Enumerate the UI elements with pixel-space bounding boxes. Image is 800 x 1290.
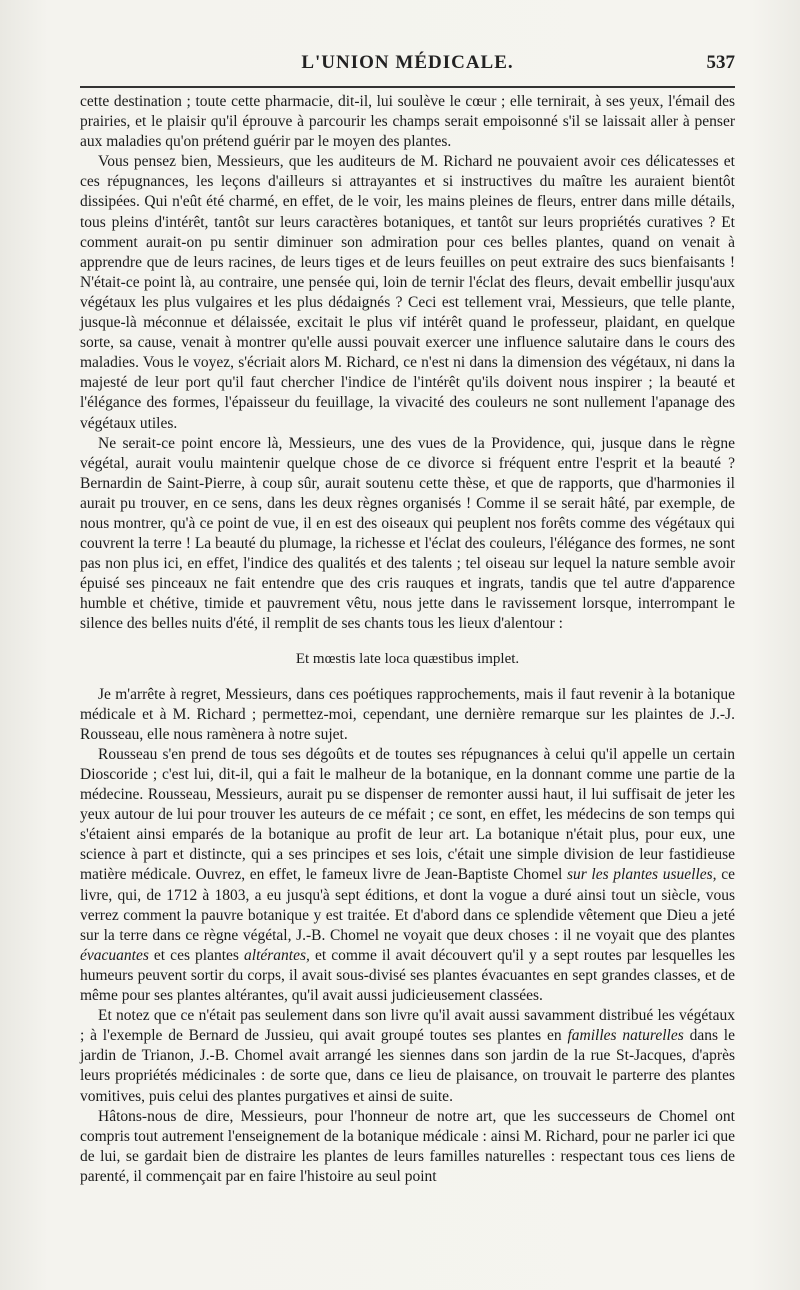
running-header: [80, 48, 735, 82]
term-alterantes: altérantes,: [244, 946, 310, 964]
paragraph-2: Vous pensez bien, Messieurs, que les auditeurs de M. Richard ne pouvaient avoir ces délicatesses et ces répugnances, les leçons d'ailleurs si attrayantes et si instructives du maître les auraient bientôt dissipées. Qui n'eût été charmé, en effet, de le voir, les mains pleines de fleurs, entrer dans mille détails, tous pleins d'intérêt, tantôt sur leurs caractères botaniques, et tantôt sur leurs propriétés curatives ? Et comment aurait-on pu sentir diminuer son admiration pour ces belles plantes, quand on venait à apprendre que de leurs racines, de leurs tiges et de leurs feuilles on peut extraire des sucs bienfaisants ! N'était-ce point là, au contraire, une pensée qui, loin de ternir l'éclat des fleurs, devait embellir jusqu'aux végétaux les plus vulgaires et les plus dédaignés ? Ceci est tellement vrai, Messieurs, que telle plante, jusque-là méconnue et délaissée, excitait le plus vif intérêt quand le professeur, plaidant, en quelque sorte, sa cause, venait à montrer qu'elle aussi pouvait exercer une influence salutaire dans le cours des maladies. Vous le voyez, s'écriait alors M. Richard, ce n'est ni dans la dimension des végétaux, ni dans la majesté de leur port qu'il faut chercher l'indice de l'intérêt qu'ils doivent nous inspirer ; la beauté et l'élégance des formes, l'épaisseur du feuillage, la vivacité des couleurs ne sont nullement l'apanage des végétaux utiles.: [80, 153, 735, 432]
paragraph-5-text-4: et comme il avait découvert qu'il y a sept routes par lesquelles les humeurs peuvent sortir du corps, il avait sous-divisé ses plantes évacuantes en sept grandes classes, et de même pour ses plantes altérantes, qu'il avait aussi judicieusement classées.: [80, 946, 735, 1005]
page-number: 537: [706, 52, 735, 73]
term-evacuantes: évacuantes: [80, 946, 149, 964]
paragraph-5-text-3: et ces plantes: [148, 946, 245, 964]
paragraph-6-text-2: dans le jardin de Trianon, J.-B. Chomel avait arrangé les siennes dans son jardin de la rue St-Jacques, d'après leurs propriétés médicinales : de sorte que, dans ce lieu de plaisance, on trouvait le parterre des plantes vomitives, puis celui des plantes purgatives et ainsi de suite.: [80, 1027, 735, 1105]
paragraph-6-text-1: Et notez que ce n'était pas seulement dans son livre qu'il avait aussi savamment distribué les végétaux ; à l'exemple de Bernard de Jussieu, qui avait groupé toutes ses plantes en: [80, 1007, 735, 1045]
paragraph-6: [80, 1006, 735, 1106]
paragraph-4: Je m'arrête à regret, Messieurs, dans ces poétiques rapprochements, mais il faut revenir à la botanique médicale et à M. Richard ; permettez-moi, cependant, une dernière remarque sur les plaintes de J.-J. Rousseau, elle nous ramènera à notre sujet.: [80, 685, 735, 743]
paragraph-7: Hâtons-nous de dire, Messieurs, pour l'honneur de notre art, que les successeurs de Chomel ont compris tout autrement l'enseignement de la botanique médicale : ainsi M. Richard, pour ne parler ici que de lui, se gardait bien de distraire les plantes de leurs familles naturelles : respectant tous ces liens de parenté, il commençait par en faire l'histoire au seul point: [80, 1107, 735, 1185]
paragraph-5-text-2: ce livre, qui, de 1712 à 1803, a eu jusqu'à sept éditions, et dont la vogue a duré ainsi tout un siècle, vous verrez comment la pauvre botanique y est traitée. Et d'abord dans ce splendide vêtement que Dieu a jeté sur la terre dans ce règne végétal, J.-B. Chomel ne voyait que deux choses : il ne voyait que des plantes: [80, 866, 735, 944]
header-rule: [80, 86, 735, 88]
latin-quotation: Et mœstis late loca quæstibus implet.: [295, 650, 520, 667]
paragraph-1: cette destination ; toute cette pharmacie, dit-il, lui soulève le cœur ; elle ternirait, à ses yeux, l'émail des prairies, et le plaisir qu'il éprouve à parcourir les champs serait empoisonné s'il se laissait aller à penser aux maladies qu'on prétend guérir par le moyen des plantes.: [80, 93, 735, 151]
term-familles-naturelles: familles naturelles: [567, 1027, 684, 1045]
paragraph-5: [80, 745, 735, 1006]
paragraph-5-text-1: Rousseau s'en prend de tous ses dégoûts et de toutes ses répugnances à celui qu'il appelle un certain Dioscoride ; c'est lui, dit-il, qui a fait le malheur de la botanique, en la donnant comme une partie de la médecine. Rousseau, Messieurs, aurait pu se dispenser de remonter aussi haut, il lui suffisait de jeter les yeux autour de lui pour trouver les auteurs de ce méfait ; ce sont, en effet, les médecins de son temps qui s'étaient ainsi emparés de la botanique au profit de leur art. La botanique n'était plus, pour eux, une science à part et distincte, qui a ses principes et ses lois, c'était une simple division de leur fastidieuse matière médicale. Ouvrez, en effet, le fameux livre de Jean-Baptiste Chomel: [80, 745, 735, 884]
paragraph-3: Ne serait-ce point encore là, Messieurs, une des vues de la Providence, qui, jusque dans le règne végétal, aurait voulu maintenir quelque chose de ce divorce si fréquent entre l'esprit et la beauté ? Bernardin de Saint-Pierre, à coup sûr, aurait soutenu cette thèse, et que de rapports, que d'harmonies il aurait pu trouver, en ce sens, dans les deux règnes organisés ! Comme il se serait hâté, par exemple, de nous montrer, qu'à ce point de vue, il en est des oiseaux qui peuplent nos forêts comme des végétaux qui couvrent la terre ! La beauté du plumage, la richesse et l'éclat des couleurs, l'élégance des formes, ne sont pas non plus ici, en effet, l'indice des qualités et des talents ; tel oiseau sur lequel la nature semble avoir épuisé ses pinceaux ne fait entendre que des cris rauques et ingrats, tandis que tel autre d'apparence humble et chétive, timide et pauvrement vêtu, nous jette dans le ravissement lorsque, interrompant le silence des belles nuits d'été, il remplit de ses chants tous les lieux d'alentour :: [80, 434, 735, 633]
article-body: [80, 92, 735, 1187]
journal-title: L'UNION MÉDICALE.: [301, 52, 514, 73]
book-title-italic: sur les plantes usuelles,: [566, 866, 717, 884]
